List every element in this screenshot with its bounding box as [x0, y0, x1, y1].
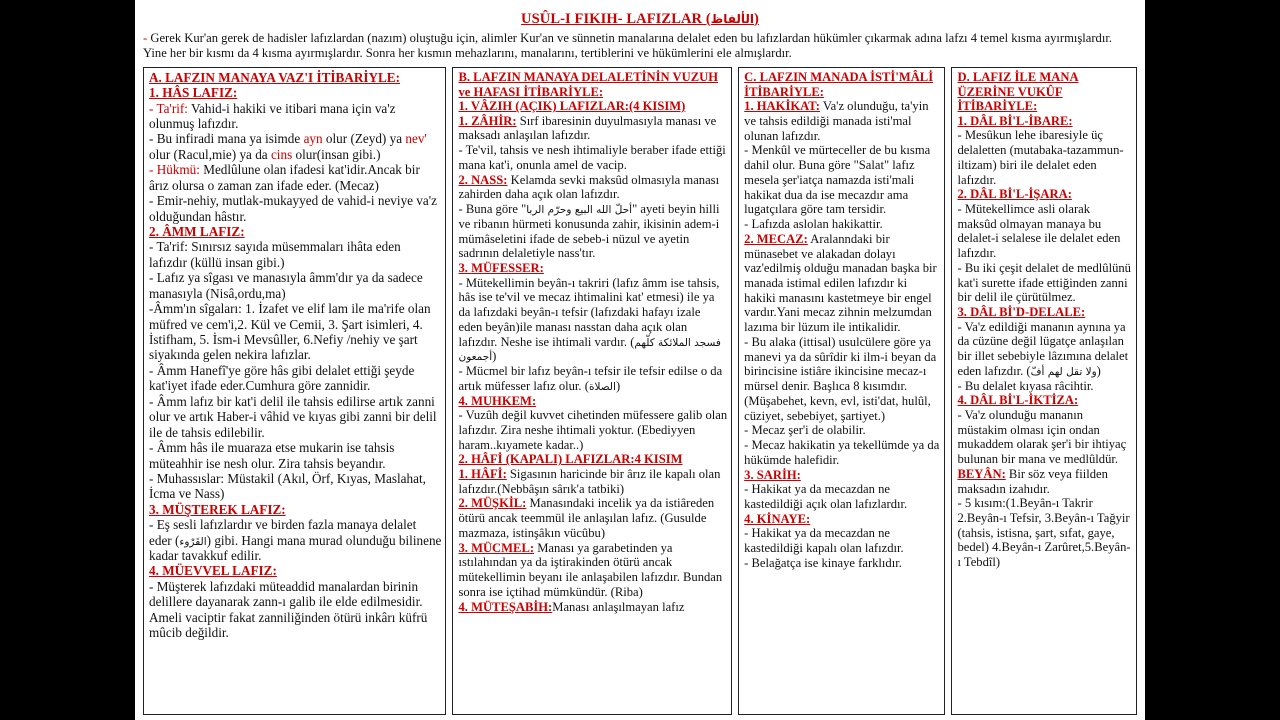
colB-hafi-text: Sigasının haricinde bir ârız ile kapalı olan lafızdır.(Nebbâşın sârık'a tatbiki) — [458, 466, 721, 496]
colD-iktiza-heading: 4. DÂL Bİ'L-İKTİZA: — [957, 393, 1079, 408]
colC-mecaz-label: 2. MECAZ: — [744, 231, 808, 246]
colC-mecaz-text: Aralanndaki bir münasebet ve alakadan dolayı vaz'edilmiş olduğu manadan başka bir manada istimal edilen lafızdır ki hakiki manasını kastetmeye bir engel vardır.Yani mecaz zihnin melzumdan lazıma bir lüzum ile intikalidir. — [744, 231, 937, 335]
colA-s3-text-b: ) gibi. Hangi mana murad olunduğu bilinene kadar tavakkuf edilir. — [149, 532, 442, 564]
colC-hakikat — [744, 99, 940, 143]
colA-section-2-heading: 2. ÂMM LAFIZ: — [149, 224, 245, 240]
colA-s2-note-3: - Âmm lafız bir kat'i delil ile tahsis edilirse artık zanni olur ve artık Haber-i vâhid ve kıyas gibi zanni bir delil ile de tahsis edilebilir. — [149, 393, 437, 440]
colB-mufesser-definition — [458, 276, 727, 364]
colA-s2-specifiers: - Muhassıslar: Müstakil (Akıl, Örf, Kıyas, Maslahat, İcma ve Nass) — [149, 470, 426, 502]
colD-delale-note: - Bu delalet kıyasa râcihtir. — [957, 378, 1094, 393]
colD-delale-text-b: ) — [1096, 363, 1101, 378]
column-a — [143, 67, 446, 715]
colD-ibare-heading: 1. DÂL Bİ'L-İBARE: — [957, 113, 1073, 128]
intro-paragraph — [143, 31, 1137, 62]
colA-s1-definition-label: - Ta'rif: — [149, 100, 188, 116]
colB-hafi — [458, 467, 727, 496]
colD-delale-heading: 3. DÂL Bİ'D-DELALE: — [957, 305, 1086, 320]
colA-s3-arabic: القَرْوء — [179, 535, 207, 548]
colD-isara-note: - Bu iki çeşit delalet de medlûlünü kat'i surette ifade ettiğinden zanni bir delil ile çürütülmez. — [957, 260, 1131, 305]
colA-s1-note: - Emir-nehiy, mutlak-mukayyed de vahid-i neviye va'z olduğundan hâstır. — [149, 193, 437, 224]
colA-s1-types-b: olur (Zeyd) ya — [322, 131, 406, 147]
colB-zahir — [458, 114, 727, 143]
colB-mutesabih-label: 4. MÜTEŞABİH: — [458, 599, 553, 614]
column-a-heading: A. LAFZIN MANAYA VAZ'I İTİBARİYLE: — [149, 69, 400, 85]
colA-s1-types-d: olur(insan gibi.) — [292, 146, 381, 162]
colB-mutesabih — [458, 600, 727, 615]
column-b — [452, 67, 732, 715]
colC-mecaz-note-2: - Mecaz şer'i de olabilir. — [744, 423, 866, 438]
colA-s4-definition: - Müşterek lafızdaki müteaddid manalardan birinin delillere dayanarak zann-ı galib ile elde edilmesidir. Ameli vaciptir fakat zanniliğinden ötürü inkârı küfrü mûcib değildir. — [149, 578, 428, 641]
colC-hakikat-note-2: - Lafızda aslolan hakikattir. — [744, 217, 883, 232]
colD-delale-definition — [957, 320, 1132, 379]
colB-nass-example-b: " ayeti beyin hilli ve ribanın hürmeti konusunda zahir, ikisinin adem-i mümâseletini ifade de sebeb-i nüzul ve ayetin sadrının delaletiyle nass'tır. — [458, 202, 720, 261]
page-title-paren: ) — [754, 11, 759, 27]
column-d-heading: D. LAFIZ İLE MANA ÜZERİNE VUKÛF İTİBARİYLE: — [957, 69, 1079, 114]
colB-nass-arabic: أحلّ الله البيع وحرّم الربا — [526, 204, 633, 217]
colD-delale-text-a: - Va'z edildiği mananın aynına ya da cüzüne değil lügatçe anlaşılan bir illet sebebiyle lâzımına delalet eden lafızdır. ( — [957, 319, 1129, 378]
colA-s3-text-a: - Eş sesli lafızlardır ve birden fazla manaya delalet eder ( — [149, 517, 417, 548]
colC-hakikat-label: 1. HAKİKAT: — [744, 99, 820, 114]
colB-mufesser-text-b: ) — [492, 349, 497, 364]
colB-mucmel — [458, 541, 727, 600]
colC-kinaye-note: - Belağatça ise kinaye farklıdır. — [744, 555, 902, 570]
colB-zahir-note: - Te'vil, tahsis ve nesh ihtimaliyle beraber ifade ettiği mana kat'i, onunla amel de vacip. — [458, 143, 726, 172]
colB-nass-example-a: - Buna göre " — [458, 202, 527, 217]
colA-s1-keyword-nev: nev' — [405, 131, 427, 147]
colC-mecaz-note-1: - Bu alaka (ittisal) usulcülere göre ya manevi ya da sûrîdir ki ilm-i beyan da birincisine istiâre ikincisine mecaz-ı mürsel denir. Başlıca 8 kısımdır. (Müşabehet, kevn, evl, isti'dat, hulûl, cüziyet, sebebiyet, şartiyet.) — [744, 334, 937, 423]
colB-mufesser-text-a: - Mütekellimin beyân-ı takriri (lafız âmm ise tahsis, hâs ise te'vil ve mecaz ihtimalini kat' etmesi) ile ya da lafızdaki beyân-ı tefsir (lafızdaki hafayı izale eden beyân)ile manası nasstan daha açık olan lafızdır. Neshe ise ihtimali vardır. ( — [458, 275, 720, 349]
colA-s2-note-1: - Lafız ya sîgası ve manasıyla âmm'dır ya da sadece manasıyla (Nisâ,ordu,ma) — [149, 270, 423, 301]
colC-mecaz-note-3: - Mecaz hakikatin ya tekellümde ya da hükümde halefidir. — [744, 438, 940, 467]
colA-s1-definition-text: Vahid-i hakiki ve itibari mana için va'z olunmuş lafızdır. — [149, 100, 396, 132]
column-d — [951, 67, 1137, 715]
colB-nass — [458, 173, 727, 202]
colB-hafi-label: 1. HÂFİ: — [458, 466, 507, 481]
columns-container — [143, 67, 1137, 715]
colB-subsection-2-heading: 2. HÂFİ (KAPALI) LAFIZLAR:4 KISIM — [458, 452, 683, 467]
colD-beyan — [957, 467, 1132, 496]
colB-mufesser-note — [458, 364, 727, 393]
colB-mucmel-label: 3. MÜCMEL: — [458, 540, 535, 555]
colB-muskil-label: 2. MÜŞKİL: — [458, 496, 527, 511]
colD-isara-heading: 2. DÂL Bİ'L-İŞARA: — [957, 187, 1072, 202]
document-page — [135, 0, 1145, 720]
colB-zahir-text: Sırf ibaresinin duyulmasıyla manası ve maksadı anlaşılan lafızdır. — [458, 113, 717, 143]
intro-dash: - — [143, 31, 148, 45]
page-title-text: USÛL-I FIKIH- LAFIZLAR ( — [521, 11, 711, 27]
colA-s2-forms: -Âmm'ın sîgaları: 1. İzafet ve elif lam ile ma'rife olan müfred ve cem'i,2. Kül ve Cemii, 3. Şart isimleri, 4. İstifham, 5. İsm-i Mevsûller, 6.Nefiy /nehiy ve şart siyakında gelen nekira lafızlar. — [149, 301, 431, 363]
colC-hakikat-note-1: - Menkûl ve mürteceller de bu kısma dahil olur. Buna göre "Salat" lafız mesela şer'iatça namazda isti'mali hakikat dua da ise mecazdır ama lugatçılara göre tam tersidir. — [744, 143, 931, 217]
colA-section-3-heading: 3. MÜŞTEREK LAFIZ: — [149, 501, 286, 517]
colB-muhkem-definition: - Vuzûh değil kuvvet cihetinden müfessere galib olan lafızdır. Zira neshe ihtimali yoktur. (Ebediyyen haram..kıyamete kadar..) — [458, 408, 728, 452]
colD-delale-arabic: ولا تقل لهم أفّ — [1030, 365, 1097, 378]
colA-s2-definition: - Ta'rif: Sınırsız sayıda müsemmaları ihâta eden lafızdır (küllü insan gibi.) — [149, 239, 401, 270]
colA-section-4-heading: 4. MÜEVVEL LAFIZ: — [149, 563, 277, 579]
intro-text: Gerek Kur'an gerek de hadisler lafızlardan (nazım) oluştuğu için, alimler Kur'an ve sünnetin manalarına delalet eden bu lafızlardan hükümler çıkarmak adına lafzı 4 temel kısma ayırmışlardır. Yine her bir kısmı da 4 kısma ayırmışlardır. Sonra her kısmın mehazlarını, manalarını, tertiblerini ve hükümlerini ele almışlardır. — [143, 31, 1112, 61]
colD-isara-definition: - Mütekellimce asli olarak maksûd olmayan manaya bu delalet-i selalese ile delalet eden lafızdır. — [957, 201, 1121, 261]
colB-zahir-label: 1. ZÂHİR: — [458, 113, 517, 128]
colB-muskil — [458, 496, 727, 540]
colD-beyan-parts: - 5 kısım:(1.Beyân-ı Takrir 2.Beyân-ı Tefsir, 3.Beyân-ı Tağyir (tahsis, istisna, şart, sıfat, gaye, bedel) 4.Beyân-ı Zarûret,5.Beyân-ı Tebdîl) — [957, 496, 1131, 570]
colB-mufesser-arabic-2: الصلاة — [588, 380, 616, 393]
page-title-arabic: الألفاظ — [710, 12, 755, 26]
colB-muskil-text: Manasındaki incelik ya da istiâreden ötürü ancak teemmül ile anlaşılan lafız. (Gusulde mazmaza, istinşâkın vücûbu) — [458, 496, 715, 540]
colB-nass-example — [458, 202, 727, 261]
colB-mufesser-note-a: - Mücmel bir lafız beyân-ı tefsir ile tefsir edilse o da artık müfesser lafız olur. ( — [458, 364, 723, 393]
column-c — [738, 67, 945, 715]
colB-subsection-1-heading: 1. VÂZIH (AÇIK) LAFIZLAR:(4 KISIM) — [458, 99, 686, 114]
colA-s1-keyword-cins: cins — [270, 146, 293, 162]
colB-muhkem-heading: 4. MUHKEM: — [458, 393, 537, 408]
colA-s3-definition — [149, 517, 441, 563]
colD-beyan-text: Bir söz veya fiilden maksadın izahıdır. — [957, 466, 1108, 496]
column-c-heading: C. LAFZIN MANADA İSTİ'MÂLİ İTİBARİYLE: — [744, 69, 934, 99]
colA-s1-definition — [149, 101, 441, 132]
colB-mufesser-note-b: ) — [615, 378, 621, 393]
colB-nass-text: Kelamda sevki maksûd olmasıyla manası zahirden daha açık olan lafızdır. — [458, 172, 720, 202]
colD-ibare-definition: - Mesûkun lehe ibaresiyle üç delaletten (mutabaka-tazammun-iltizam) biri ile delalet eden lafızdır. — [957, 128, 1124, 187]
colC-kinaye-definition: - Hakikat ya da mecazdan ne kastedildiği kapalı olan lafızdır. — [744, 526, 904, 555]
colC-mecaz — [744, 232, 940, 335]
colB-mufesser-heading: 3. MÜFESSER: — [458, 261, 544, 276]
colA-s1-keyword-ayn: ayn — [303, 131, 323, 147]
colD-beyan-label: BEYÂN: — [957, 466, 1006, 481]
colA-s1-ruling-text: Medlûlune olan ifadesi kat'idir.Ancak bir ârız olursa o zaman zan ifade eder. (Mecaz) — [149, 162, 420, 193]
colB-mutesabih-text: Manası anlaşılmayan lafız — [552, 599, 685, 614]
colA-s1-types — [149, 131, 441, 162]
colD-iktiza-definition: - Va'z olunduğu mananın müstakim olması için ondan mukaddem olarak şer'i bir ihtiyaç bulunan bir mana ve medlûldür. — [957, 407, 1127, 467]
colB-mucmel-text: Manası ya garabetinden ya ıstılahından ya da iştirakinden ötürü ancak mütekellimin beyanı ile anlaşabilen lafızdır. Bundan sonra ise içtihad mümkündür. (Riba) — [458, 540, 723, 599]
column-b-heading: B. LAFZIN MANAYA DELALETİNİN VUZUH ve HAFASI İTİBARİYLE: — [458, 69, 718, 99]
colC-sarih-heading: 3. SARİH: — [744, 467, 801, 482]
colC-kinaye-heading: 4. KİNAYE: — [744, 511, 811, 526]
colA-s2-note-4: - Âmm hâs ile muaraza etse mukarin ise tahsis müteahhir ise nesh olur. Zira tahsis beyandır. — [149, 440, 395, 471]
colC-sarih-definition: - Hakikat ya da mecazdan ne kastedildiği açık olan lafızlardır. — [744, 482, 908, 511]
colA-s1-ruling-label: - Hükmü: — [149, 162, 200, 178]
colA-s1-ruling — [149, 162, 441, 193]
title-bar — [143, 10, 1137, 28]
colB-mufesser-arabic: فسجد الملائكة كلّهم أجمعون — [458, 336, 721, 364]
colC-hakikat-text: Va'z olunduğu, ta'yin ve tahsis edildiği manada isti'mal olunan lafızdır. — [744, 99, 929, 143]
colA-s1-types-a: - Bu infiradi mana ya isimde — [149, 131, 304, 147]
page-title — [521, 11, 759, 28]
colA-s2-note-2: - Âmm Hanefî'ye göre hâs gibi delalet ettiği şeyde kat'iyet ifade eder.Cumhura göre zannidir. — [149, 362, 415, 394]
colA-s1-types-c: olur (Racul,mie) ya da — [149, 146, 271, 162]
colB-nass-label: 2. NASS: — [458, 172, 508, 187]
colA-section-1-heading: 1. HÂS LAFIZ: — [149, 85, 238, 101]
